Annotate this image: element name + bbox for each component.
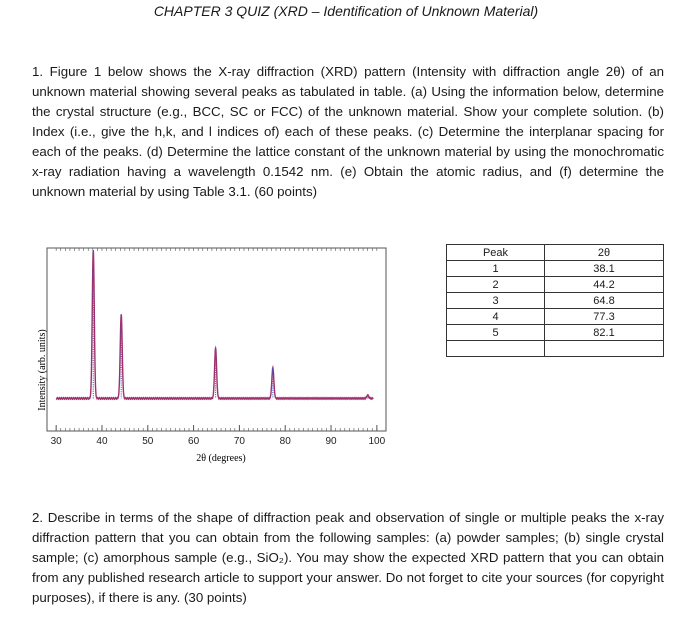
table-row	[447, 277, 664, 293]
two-theta-cell: 44.2	[545, 277, 664, 293]
peak-number-cell: 4	[447, 309, 545, 325]
x-tick-label: 80	[279, 436, 291, 447]
question-2-text: 2. Describe in terms of the shape of diffraction peak and observation of single or multiple peaks the x-ray diffraction pattern that you can obtain from the following samples: (a) powder samples; (b) single crystal sample; (c) amorphous sample (e.g., SiO₂). You may show the expected XRD pattern that you can obtain from any published research article to support your answer. Do not forget to cite your sources (for copyright purposes), if there is any. (30 points)	[32, 510, 664, 605]
peak-table-header-row	[447, 245, 664, 261]
x-tick-label: 30	[50, 436, 62, 447]
xrd-pattern-figure	[28, 238, 398, 470]
peak-table-header-two-theta: 2θ	[545, 245, 664, 261]
question-1-text: 1. Figure 1 below shows the X-ray diffraction (XRD) pattern (Intensity with diffraction angle 2θ) of an unknown material showing several peaks as tabulated in table. (a) Using the information below, determine the crystal structure (e.g., BCC, SC or FCC) of the unknown material. Show your complete solution. (b) Index (i.e., give the h,k, and l indices of) each of these peaks. (c) Determine the interplanar spacing for each of the peaks. (d) Determine the lattice constant of the unknown material by using the monochromatic x-ray radiation having a wavelength 0.1542 nm. (e) Obtain the atomic radius, and (f) determine the unknown material by using Table 3.1. (60 points)	[32, 64, 664, 199]
x-axis-label: 2θ (degrees)	[196, 453, 246, 464]
page-title: CHAPTER 3 QUIZ (XRD – Identification of Unknown Material)	[153, 3, 539, 19]
table-row-empty	[447, 341, 664, 357]
table-row	[447, 309, 664, 325]
two-theta-cell: 77.3	[545, 309, 664, 325]
peak-table-header-peak: Peak	[447, 245, 545, 261]
empty-cell	[545, 341, 664, 357]
y-axis-label: Intensity (arb. units)	[37, 329, 48, 411]
x-tick-label: 60	[188, 436, 200, 447]
two-theta-cell: 82.1	[545, 325, 664, 341]
x-tick-label: 90	[325, 436, 337, 447]
x-tick-label: 100	[368, 436, 386, 447]
empty-cell	[447, 341, 545, 357]
two-theta-cell: 64.8	[545, 293, 664, 309]
peak-number-cell: 1	[447, 261, 545, 277]
peak-table	[446, 244, 664, 357]
peak-number-cell: 2	[447, 277, 545, 293]
x-tick-label: 40	[96, 436, 108, 447]
xrd-pattern-line	[56, 250, 373, 399]
table-row	[447, 261, 664, 277]
x-tick-label: 70	[233, 436, 245, 447]
plot-frame	[47, 248, 386, 431]
peak-number-cell: 5	[447, 325, 545, 341]
xrd-chart	[28, 238, 398, 470]
x-tick-label: 50	[142, 436, 154, 447]
table-row	[447, 293, 664, 309]
peak-number-cell: 3	[447, 293, 545, 309]
table-row	[447, 325, 664, 341]
two-theta-cell: 38.1	[545, 261, 664, 277]
